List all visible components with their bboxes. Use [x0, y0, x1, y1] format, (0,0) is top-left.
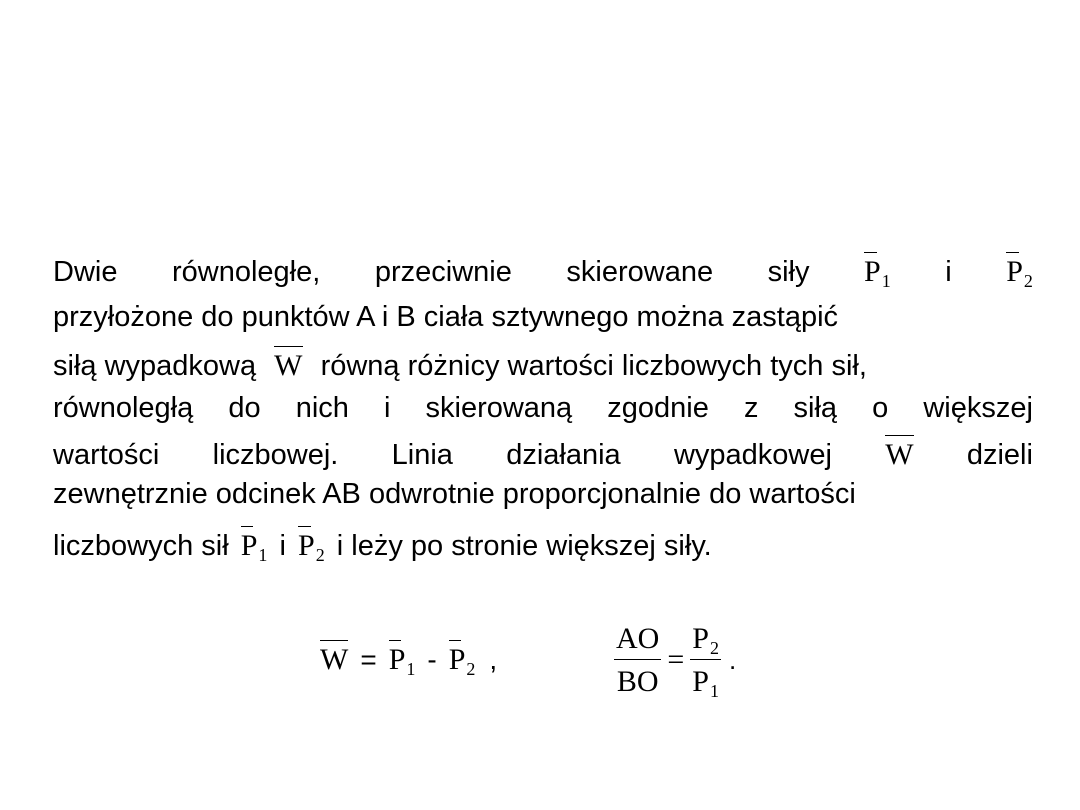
comma: ,	[489, 644, 498, 675]
word: nich	[295, 392, 349, 424]
word: wartości	[53, 439, 160, 471]
line3-before: siłą wypadkową	[53, 350, 257, 382]
word: Linia	[391, 439, 453, 471]
minus-sign: -	[427, 644, 437, 675]
word: skierowaną	[425, 392, 573, 424]
word: Dwie	[53, 256, 118, 288]
paragraph-line-7	[53, 526, 1033, 566]
vector-w: W	[274, 351, 302, 381]
vector-w: W	[885, 440, 913, 470]
word: wypadkowej	[673, 439, 832, 471]
conjunction: i	[279, 530, 286, 562]
formula-ratio	[614, 610, 736, 710]
word: o	[872, 392, 889, 424]
word: siły	[767, 256, 810, 288]
paragraph-line-6: zewnętrznie odcinek AB odwrotnie proporcjonalnie do wartości	[53, 478, 856, 510]
paragraph-line-3	[53, 346, 1033, 386]
vector-p2: $P_2$	[449, 645, 476, 675]
formula-resultant	[320, 610, 509, 710]
vector-w: W	[320, 645, 348, 675]
word: przeciwnie	[374, 256, 512, 288]
fraction-p2-p1	[690, 621, 721, 701]
fraction-ao-bo	[614, 621, 661, 698]
paragraph-line-4	[53, 388, 1033, 428]
line7-before: liczbowych sił	[53, 530, 229, 562]
vector-p2: $P_2$	[298, 531, 325, 561]
vector-p1: $P_1$	[864, 257, 891, 287]
word: liczbowej.	[212, 439, 339, 471]
word: dzieli	[966, 439, 1033, 471]
word: większej	[923, 392, 1033, 424]
vector-p2: $P_2$	[1006, 257, 1033, 287]
denominator: BO	[614, 659, 661, 697]
period: .	[728, 644, 737, 675]
paragraph-line-2: przyłożone do punktów A i B ciała sztywnego można zastąpić	[53, 301, 839, 333]
paragraph-line-1	[53, 252, 1033, 292]
denominator: $P_1$	[690, 659, 721, 697]
word: i	[945, 256, 952, 288]
word: zgodnie	[607, 392, 709, 424]
vector-p1: $P_1$	[241, 531, 268, 561]
numerator: AO	[616, 621, 660, 655]
word: z	[743, 392, 759, 424]
numerator: $P_2$	[692, 621, 719, 658]
equals-sign: =	[360, 644, 377, 675]
word: siłą	[793, 392, 838, 424]
line3-after: równą różnicy wartości liczbowych tych sił,	[320, 350, 867, 382]
word: i	[383, 392, 391, 424]
word: działania	[506, 439, 621, 471]
paragraph-line-5	[53, 435, 1033, 475]
word: równoległą	[53, 392, 194, 424]
word: równoległe,	[172, 256, 321, 288]
equals-sign: =	[667, 643, 685, 676]
vector-p1: $P_1$	[389, 645, 416, 675]
word: skierowane	[566, 256, 714, 288]
word: do	[228, 392, 261, 424]
line7-after: i leży po stronie większej siły.	[336, 530, 712, 562]
